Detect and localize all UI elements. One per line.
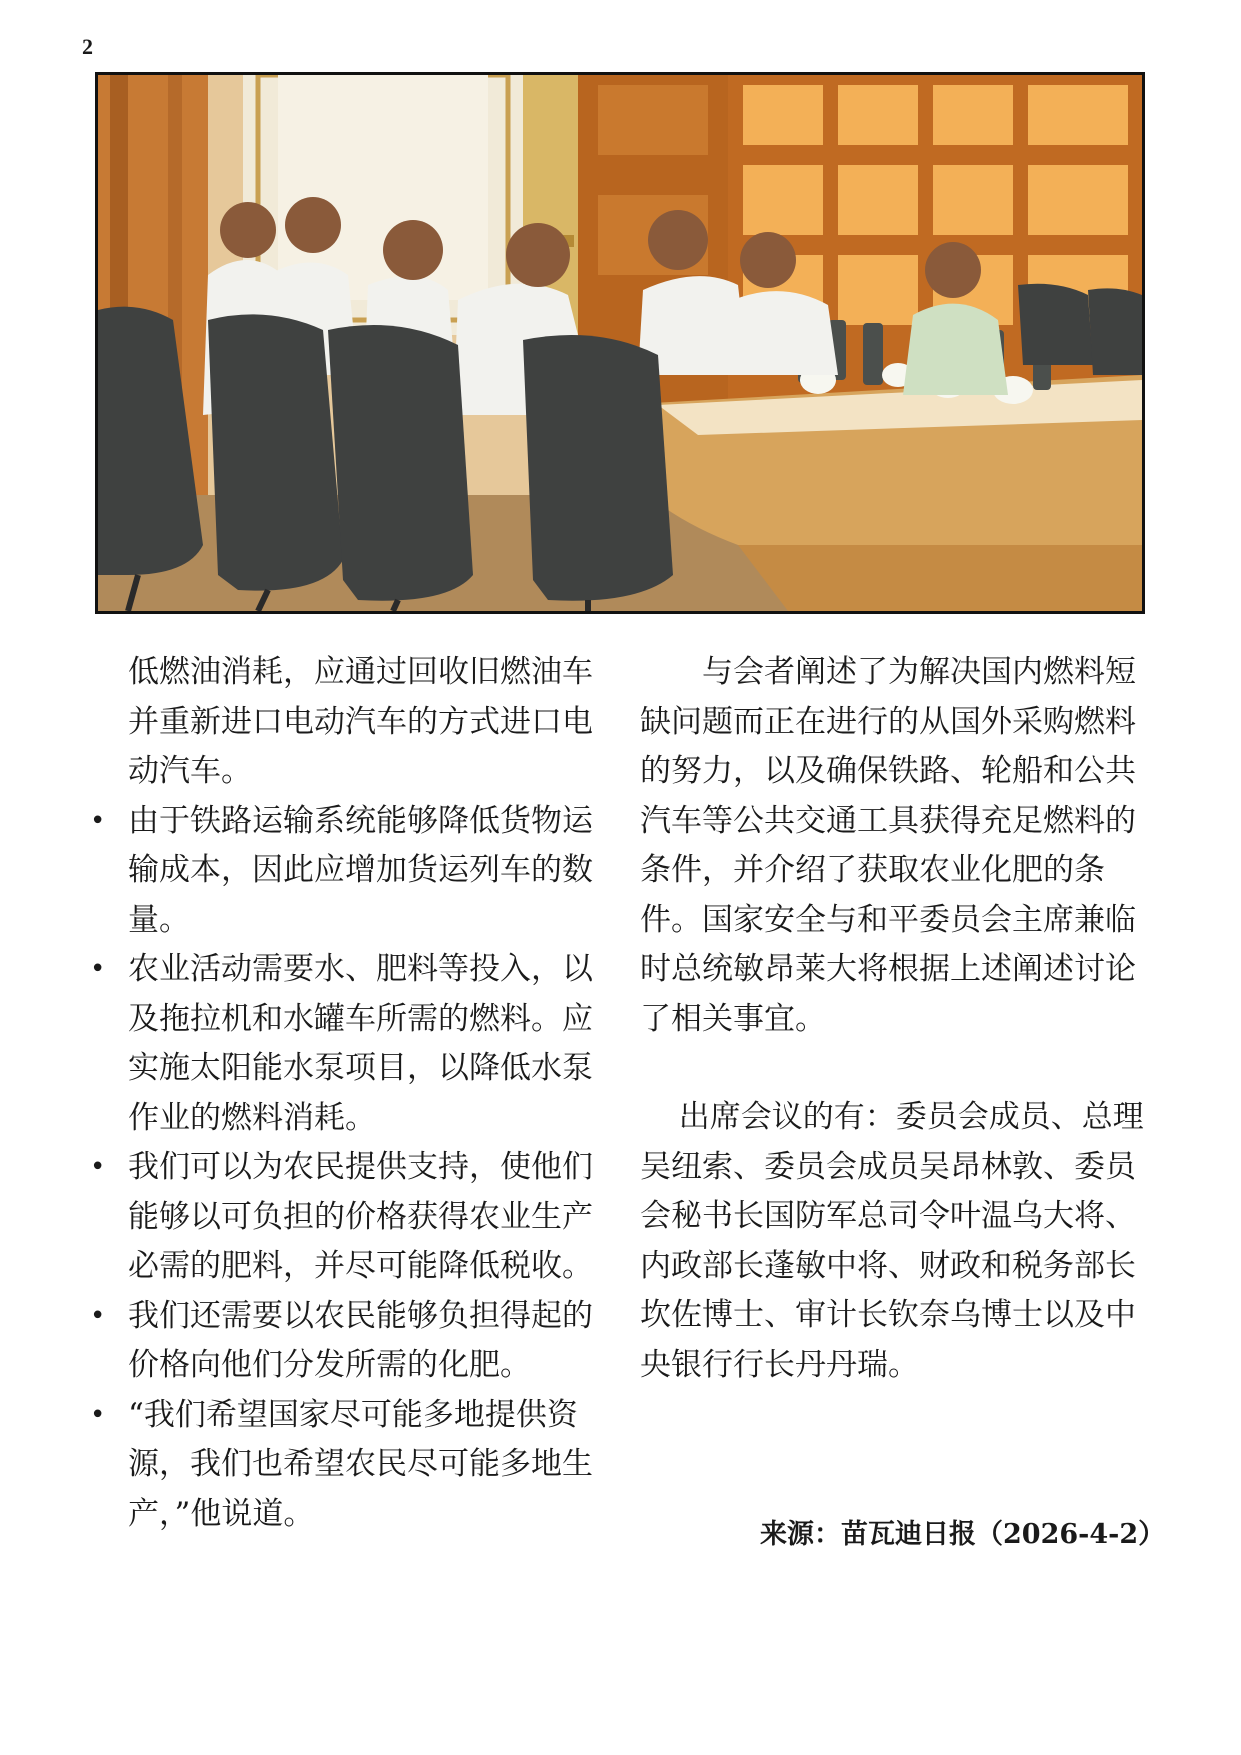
list-item: • 我们可以为农民提供支持，使他们能够以可负担的价格获得农业生产必需的肥料，并尽可能降低税收。 [90, 1143, 605, 1292]
list-item: • “我们希望国家尽可能多地提供资源，我们也希望农民尽可能多地生产，”他说道。 [90, 1391, 605, 1540]
right-column [640, 648, 1150, 1390]
paragraph-attendees: 出席会议的有：委员会成员、总理吴纽索、委员会成员吴昂林敦、委员会秘书长国防军总司令叶温乌大将、内政部长蓬敏中将、财政和税务部长坎佐博士、审计长钦奈乌博士以及中央银行行长丹丹瑞。 [640, 1099, 1144, 1383]
continued-bullet-text: 低燃油消耗，应通过回收旧燃油车并重新进口电动汽车的方式进口电动汽车。 [128, 654, 593, 789]
meeting-photo [95, 72, 1145, 614]
bullet-list [90, 797, 605, 1540]
source-credit: 来源：苗瓦迪日报（2026-4-2） [760, 1519, 1166, 1550]
list-item: • 农业活动需要水、肥料等投入，以及拖拉机和水罐车所需的燃料。应实施太阳能水泵项目，以降低水泵作业的燃料消耗。 [90, 945, 605, 1143]
list-item: • 我们还需要以农民能够负担得起的价格向他们分发所需的化肥。 [90, 1292, 605, 1391]
paragraph-fuel-discussion: 与会者阐述了为解决国内燃料短缺问题而正在进行的从国外采购燃料的努力，以及确保铁路、轮船和公共汽车等公共交通工具获得充足燃料的条件，并介绍了获取农业化肥的条件。国家安全与和平委员会主席兼临时总统敏昂莱大将根据上述阐述讨论了相关事宜。 [640, 654, 1136, 1037]
page-number: 2 [82, 34, 93, 59]
list-item: • 由于铁路运输系统能够降低货物运输成本，因此应增加货运列车的数量。 [90, 797, 605, 946]
left-column [90, 648, 605, 1539]
